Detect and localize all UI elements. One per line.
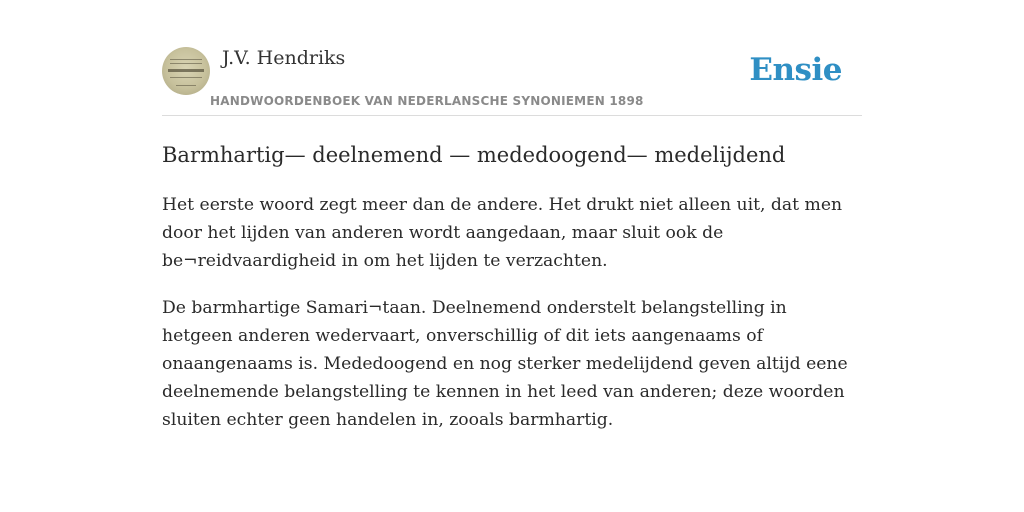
entry-header (162, 44, 862, 116)
entry-card (162, 44, 862, 434)
cover-line-decoration (170, 59, 202, 60)
book-title[interactable]: HANDWOORDENBOEK VAN NEDERLANSCHE SYNONIEMEN 1898 (210, 94, 644, 108)
cover-line-decoration (170, 63, 202, 64)
cover-title-band (168, 69, 204, 72)
entry-paragraph: Het eerste woord zegt meer dan de andere. Het drukt niet alleen uit, dat men door het lijden van anderen wordt aangedaan, maar sluit ook de be¬reidvaardigheid in om het lijden te verzachten. (162, 195, 843, 271)
author-name[interactable]: J.V. Hendriks (222, 47, 346, 69)
cover-line-decoration (170, 77, 202, 78)
entry-title: Barmhartig— deelnemend — mededoogend— medelijdend (162, 143, 786, 167)
book-cover-avatar[interactable] (162, 47, 210, 95)
entry-paragraph: De barmhartige Samari¬taan. Deelnemend onderstelt belangstelling in hetgeen anderen wedervaart, onverschillig of dit iets aangenaams of onaangenaams is. Mededoogend en nog sterker medelijdend geven altijd eene deelnemende belangstelling te kennen in het leed van anderen; deze woorden sluiten echter geen handelen in, zooals barmhartig. (162, 298, 848, 430)
cover-line-decoration (176, 85, 196, 86)
ensie-logo[interactable]: Ensie (749, 52, 842, 88)
